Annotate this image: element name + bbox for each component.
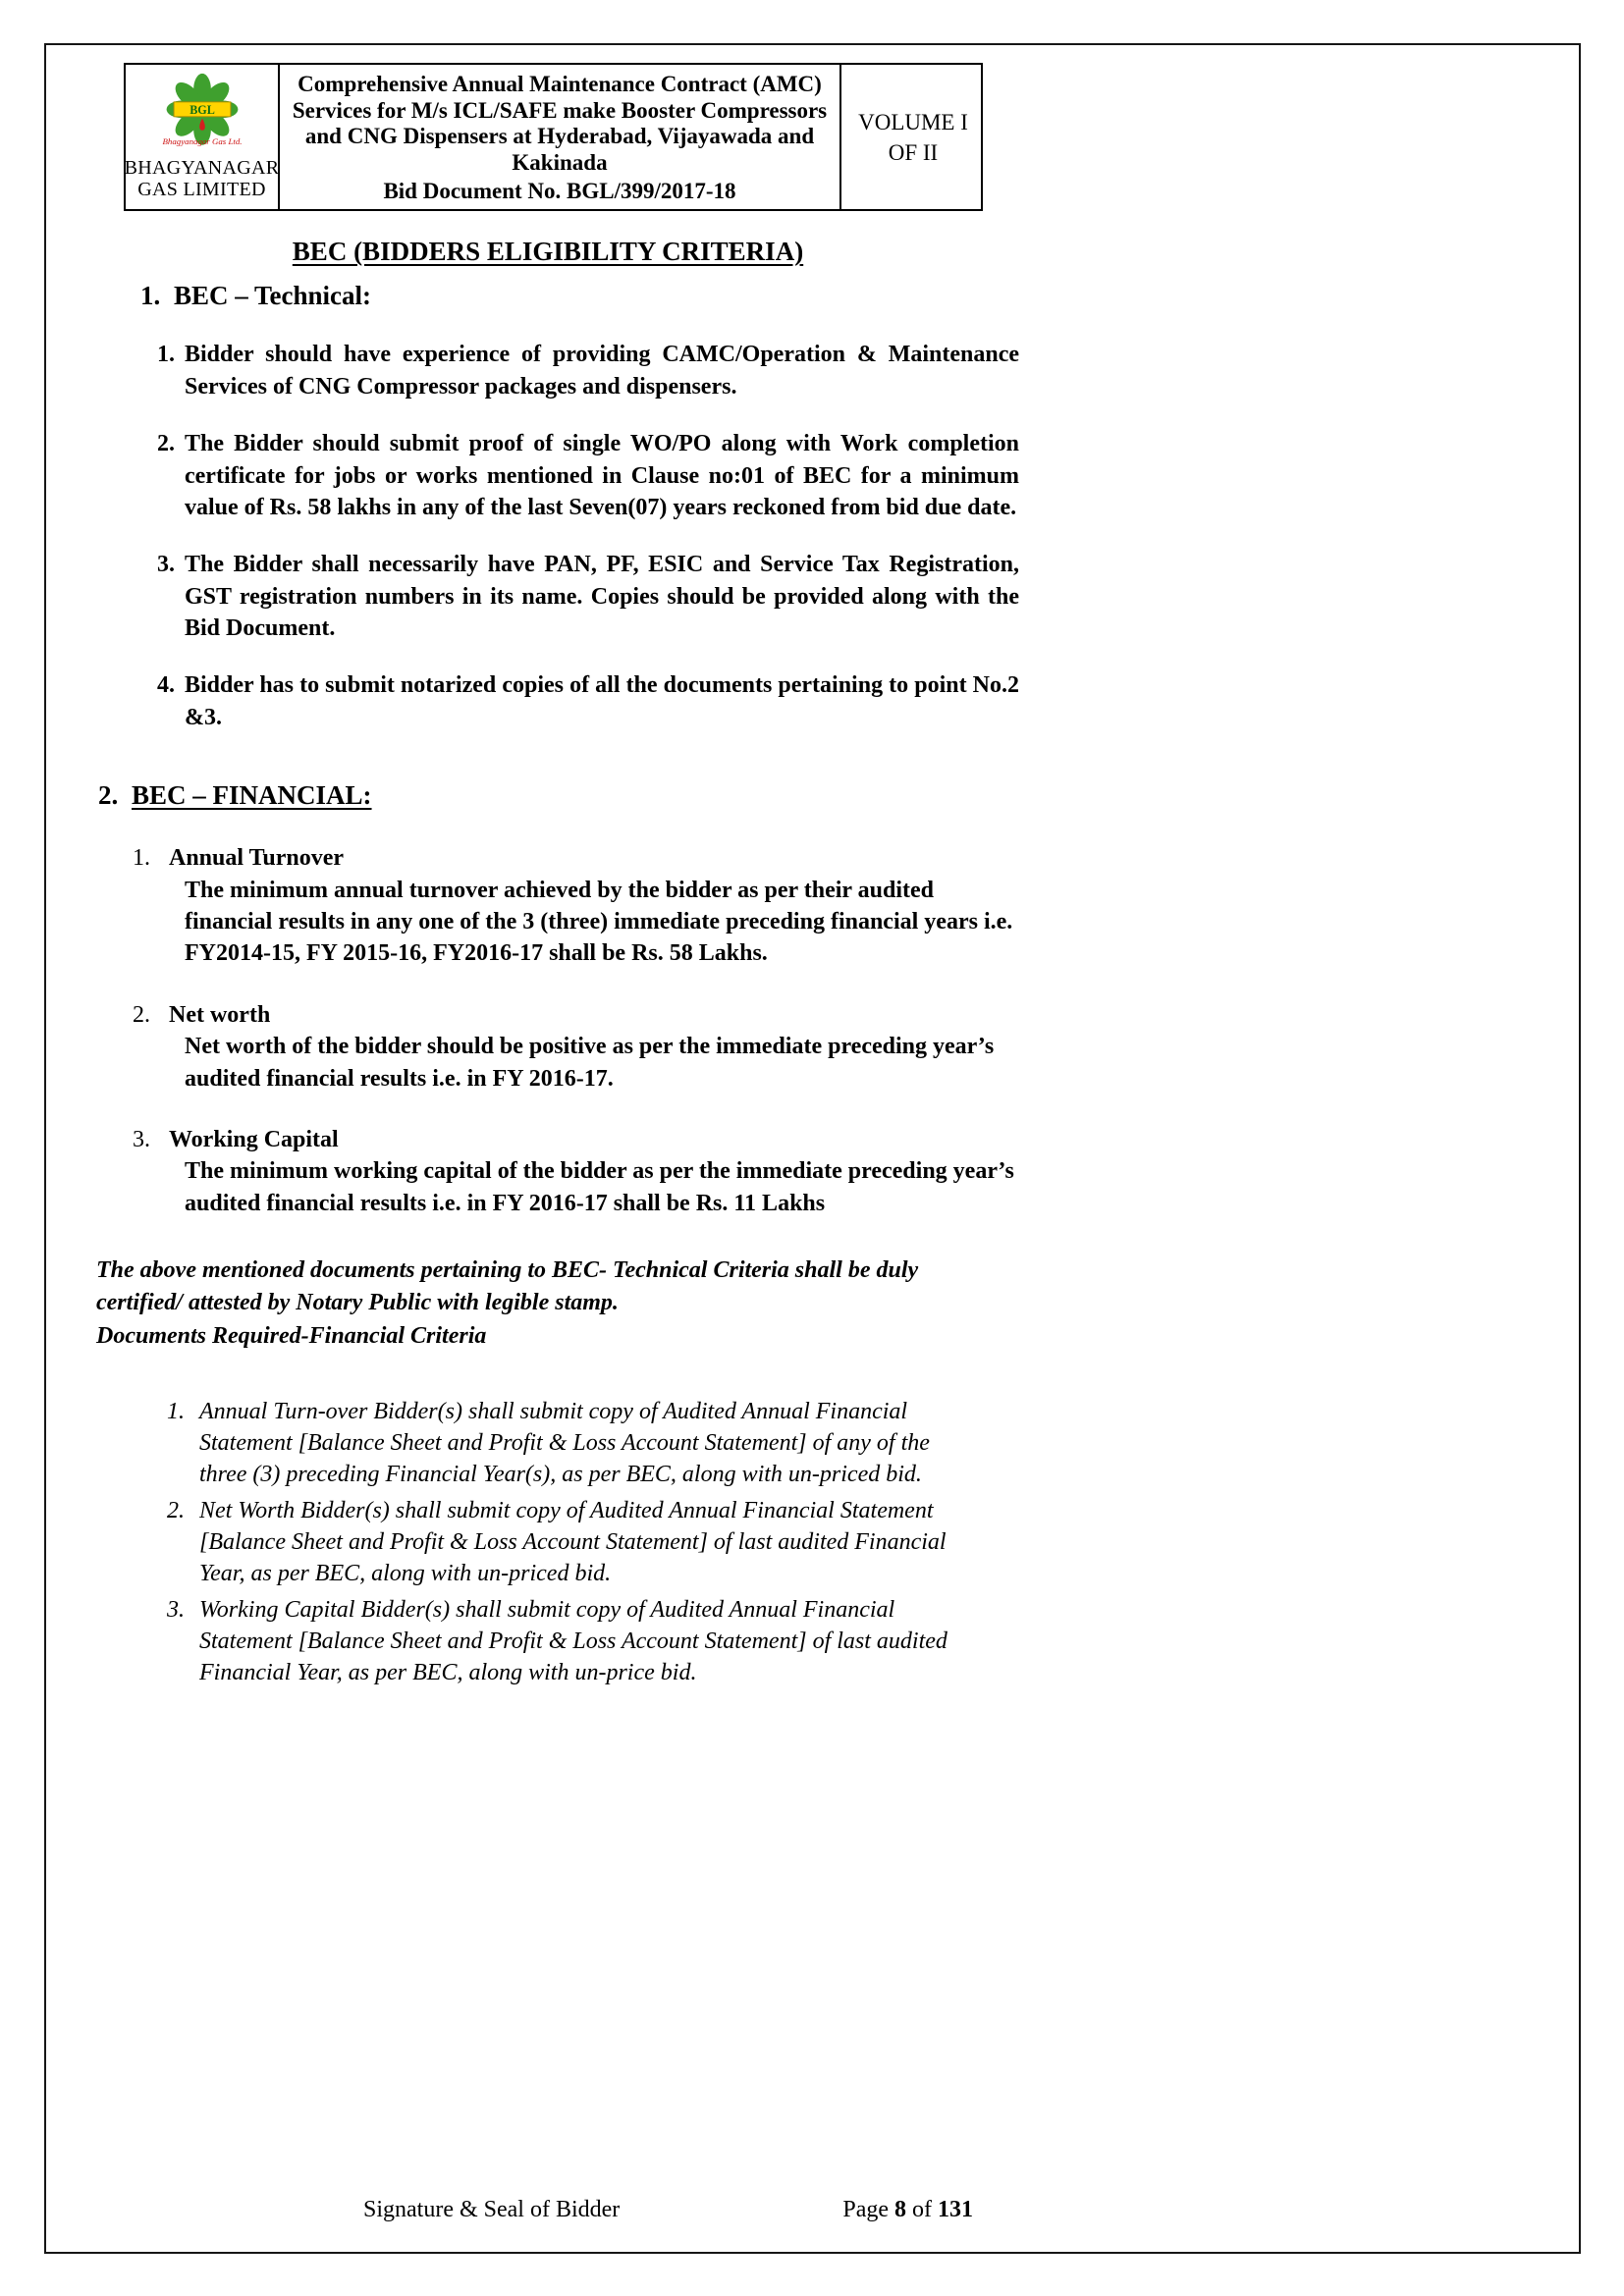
financial-item-heading [133, 1124, 1039, 1155]
technical-item [157, 669, 1039, 733]
item-text: The Bidder should submit proof of single WO/PO along with Work completion certificate for jobs or works mentioned in Clause no:01 of BEC for a minimum value of Rs. 58 lakhs in any of the last Seven(07) years reckoned from bid due date. [185, 431, 1019, 520]
page-number [842, 2197, 973, 2223]
item-text: Working Capital Bidder(s) shall submit copy of Audited Annual Financial Statement [Balance Sheet and Profit & Loss Account Statement] of last audited Financial Year, as per BEC, along with un-price bid. [199, 1597, 947, 1685]
financial-item [133, 842, 1039, 970]
item-body: Net worth of the bidder should be positive as per the immediate preceding year’s audited financial results i.e. in FY 2016-17. [185, 1034, 995, 1092]
financial-item-heading [133, 999, 1039, 1031]
section-label: BEC – Technical: [174, 281, 372, 311]
section-number: 2. [98, 780, 119, 811]
page-title [96, 237, 1000, 267]
company-name: BHAGYANAGAR GAS LIMITED [124, 156, 280, 201]
item-number: 4. [157, 672, 175, 699]
item-number: 1. [157, 342, 175, 368]
document-title: Comprehensive Annual Maintenance Contract (AMC) Services for M/s ICL/SAFE make Booster Compressors and CNG Dispensers at Hyderabad, Vijayawada and Kakinada [292, 72, 828, 176]
document-item [167, 1595, 1039, 1688]
item-number: 3. [133, 1127, 150, 1152]
logo-brand-text: Bhagyanagar Gas Ltd. [162, 135, 242, 146]
item-number: 1. [133, 845, 150, 872]
document-header-table [124, 63, 983, 211]
bgl-logo-icon [147, 73, 257, 155]
volume-cell [841, 65, 985, 209]
page-title-text: BEC (BIDDERS ELIGIBILITY CRITERIA) [292, 237, 804, 267]
item-number: 3. [167, 1597, 185, 1624]
logo-acronym: BGL [189, 102, 215, 117]
technical-item [157, 549, 1039, 644]
section-label: BEC – FINANCIAL: [132, 780, 372, 811]
of-word: of [912, 2197, 932, 2222]
document-item [167, 1496, 1039, 1589]
item-text: Net Worth Bidder(s) shall submit copy of Audited Annual Financial Statement [Balance Sheet and Profit & Loss Account Statement] of last audited Financial Year, as per BEC, along with un-priced bid. [199, 1498, 947, 1586]
page-word: Page [842, 2197, 889, 2222]
financial-item [133, 1124, 1039, 1219]
item-title: Net worth [169, 1001, 271, 1028]
item-number: 2. [157, 431, 175, 457]
item-text: Bidder should have experience of providing CAMC/Operation & Maintenance Services of CNG Compressor packages and dispensers. [185, 342, 1019, 400]
section-heading-financial [96, 780, 1039, 811]
item-text: The Bidder shall necessarily have PAN, PF, ESIC and Service Tax Registration, GST registration numbers in its name. Copies should be provided along with the Bid Document. [185, 552, 1019, 642]
page-total: 131 [938, 2197, 973, 2222]
header-title-cell [280, 65, 841, 209]
signature-seal-label: Signature & Seal of Bidder [363, 2197, 621, 2222]
documents-required-list [96, 1397, 1039, 1688]
page-footer [96, 2197, 985, 2236]
item-number: 1. [167, 1399, 185, 1425]
section-heading-technical [96, 281, 1039, 311]
page-current: 8 [894, 2197, 906, 2222]
bid-document-number: Bid Document No. BGL/399/2017-18 [383, 178, 736, 203]
notary-note: The above mentioned documents pertaining to BEC- Technical Criteria shall be duly certified/ attested by Notary Public with legible stamp. [96, 1257, 919, 1315]
item-title: Working Capital [169, 1127, 339, 1152]
item-title: Annual Turnover [169, 845, 345, 872]
item-body: The minimum working capital of the bidder as per the immediate preceding year’s audited financial results i.e. in FY 2016-17 shall be Rs. 11 Lakhs [185, 1158, 1014, 1216]
volume-label: VOLUME I OF II [858, 109, 968, 165]
technical-item [157, 428, 1039, 523]
item-text: Annual Turn-over Bidder(s) shall submit copy of Audited Annual Financial Statement [Balance Sheet and Profit & Loss Account Statement] of any of the three (3) preceding Financial Year(s), as per BEC, along with un-priced bid. [199, 1399, 930, 1487]
documents-required-heading: Documents Required-Financial Criteria [96, 1322, 487, 1349]
item-body: The minimum annual turnover achieved by the bidder as per their audited financial results in any one of the 3 (three) immediate preceding financial years i.e. FY2014-15, FY 2015-16, FY2016-17 shall be Rs. 58 Lakhs. [185, 877, 1013, 967]
item-number: 2. [167, 1498, 185, 1524]
logo-cell [126, 65, 280, 209]
item-number: 3. [157, 552, 175, 578]
financial-item-heading [133, 842, 1039, 874]
document-item [167, 1397, 1039, 1490]
item-number: 2. [133, 1001, 150, 1028]
page-content [96, 63, 1039, 1694]
item-text: Bidder has to submit notarized copies of all the documents pertaining to point No.2 &3. [185, 672, 1019, 730]
financial-item [133, 999, 1039, 1095]
technical-item [157, 339, 1039, 402]
section-number: 1. [140, 281, 161, 311]
